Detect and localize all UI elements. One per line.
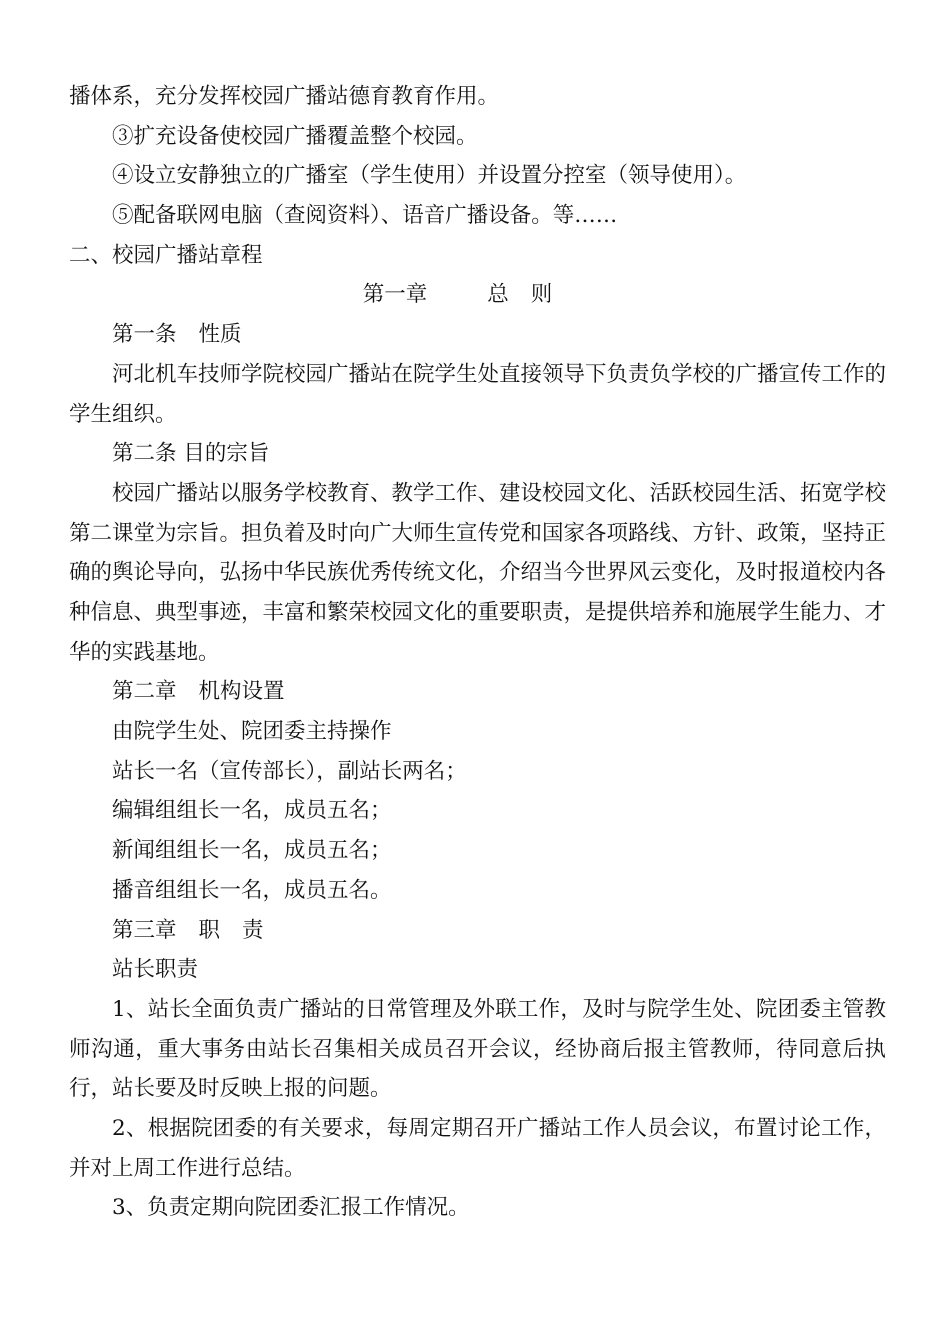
chapter-heading (69, 911, 886, 951)
article-number: 第一条 (112, 322, 177, 348)
chapter-heading (69, 275, 886, 315)
section-heading: 二、校园广播站章程 (69, 242, 263, 268)
org-line: 播音组组长一名，成员五名。 (112, 877, 392, 903)
chapter-title: 机构设置 (198, 679, 285, 705)
chapter-title-part: 职 (198, 917, 221, 943)
org-line: 站长一名（宣传部长），副站长两名； (112, 758, 467, 784)
duty-item: 3、负责定期向院团委汇报工作情况。 (112, 1195, 470, 1221)
chapter-title-part: 总 (487, 282, 509, 308)
article-title: 性质 (198, 322, 242, 348)
chapter-title-part: 责 (242, 917, 264, 943)
chapter-title-part: 则 (530, 282, 553, 308)
org-line: 编辑组组长一名，成员五名； (112, 798, 392, 824)
article-heading: 第二条 目的宗旨 (112, 441, 270, 467)
list-item: ④设立安静独立的广播室（学生使用）并设置分控室（领导使用）。 (112, 163, 747, 189)
org-line: 由院学生处、院团委主持操作 (112, 719, 392, 745)
chapter-number: 第二章 (112, 679, 177, 705)
list-item: ⑤配备联网电脑（查阅资料）、语音广播设备。等…… (112, 203, 618, 229)
duty-heading: 站长职责 (112, 957, 199, 983)
chapter-number: 第一章 (362, 282, 428, 308)
article-heading (69, 315, 886, 355)
org-line: 新闻组组长一名，成员五名； (112, 838, 392, 864)
list-item: ③扩充设备使校园广播覆盖整个校园。 (112, 123, 478, 149)
chapter-heading (69, 672, 886, 712)
article-body: 河北机车技师学院校园广播站在院学生处直接领导下负责负学校的广播宣传工作的学生组织。 (69, 361, 887, 427)
text-line: 播体系，充分发挥校园广播站德育教育作用。 (69, 84, 500, 109)
duty-item: 2、根据院团委的有关要求，每周定期召开广播站工作人员会议，布置讨论工作，并对上周工作进行总结。 (69, 1116, 886, 1181)
article-body: 校园广播站以服务学校教育、教学工作、建设校园文化、活跃校园生活、拓宽学校第二课堂为宗旨。担负着及时向广大师生宣传党和国家各项路线、方针、政策，坚持正确的舆论导向，弘扬中华民族优秀传统文化，介绍当今世界风云变化，及时报道校内各种信息、典型事迹，丰富和繁荣校园文化的重要职责，是提供培养和施展学生能力、才华的实践基地。 (69, 480, 887, 665)
chapter-number: 第三章 (112, 917, 177, 943)
duty-item: 1、站长全面负责广播站的日常管理及外联工作，及时与院学生处、院团委主管教师沟通，重大事务由站长召集相关成员召开会议，经协商后报主管教师，待同意后执行，站长要及时反映上报的问题。 (69, 996, 886, 1102)
